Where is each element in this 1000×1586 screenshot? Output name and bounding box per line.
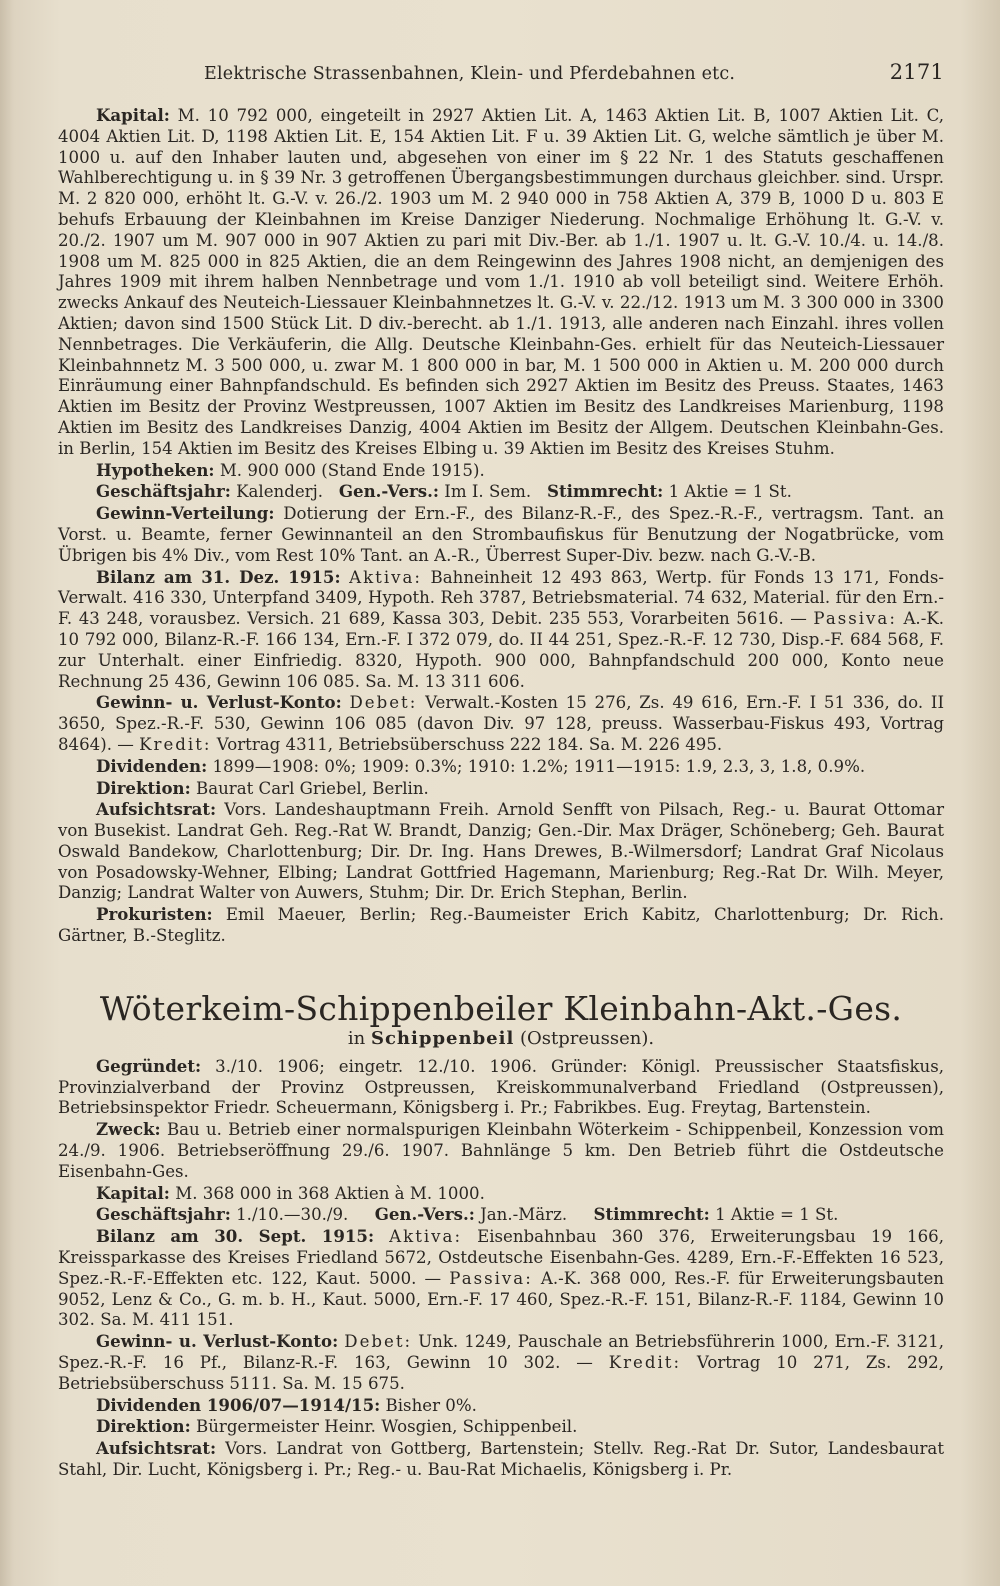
supervisory-label: Aufsichtsrat: [96, 799, 217, 820]
fiscal-paragraph [58, 481, 944, 503]
capital-paragraph [58, 1183, 944, 1205]
debit-text: Unk. 1249, Pauschale an Betriebsführerin 1000, Ern.-F. 3121, Spez.-R.-F. 16 Pf., Bilanz-R.-F. 163, Gewinn 10 302. — [58, 1332, 944, 1373]
board-label: Direktion: [96, 1416, 191, 1437]
page-number: 2171 [889, 60, 944, 84]
general-meeting-text: Im I. Sem. [444, 482, 532, 502]
mortgages-paragraph [58, 460, 944, 482]
fiscal-text: 1./10.—30./9. [236, 1205, 349, 1225]
balance-paragraph [58, 567, 944, 693]
pnl-paragraph [58, 1331, 944, 1394]
voting-label: Stimmrecht: [546, 481, 664, 502]
founded-paragraph [58, 1056, 944, 1119]
liabilities-label: Passiva: [813, 609, 897, 629]
page-content [58, 60, 944, 1481]
supervisory-text: Vors. Landeshauptmann Freih. Arnold Senfft von Pilsach, Reg.- u. Baurat Ottomar von Busekist. Landrat Geh. Reg.-Rat W. Brandt, Danzig; Gen.-Dir. Max Dräger, Schöneberg; Geh. Baurat Oswald Bandekow, Charlottenburg; Dir. Dr. Ing. Hans Drewes, B.-Wilmersdorf; Landrat Graf Nicolaus von Posadowsky-Wehner, Elbing; Landrat Gottfried Hagemann, Marienburg; Reg.-Rat Dr. Wilh. Meyer, Danzig; Landrat Walter von Auwers, Stuhm; Dir. Dr. Erich Stephan, Berlin. [58, 800, 944, 903]
board-paragraph [58, 778, 944, 800]
capital-paragraph [58, 105, 944, 460]
company-title: Wöterkeim-Schippenbeiler Kleinbahn-Akt.-Ges. [99, 988, 903, 1028]
purpose-label: Zweck: [96, 1119, 161, 1140]
fiscal-text: Kalenderj. [236, 482, 324, 502]
debit-label: Debet: [349, 693, 418, 713]
debit-text: Verwalt.-Kosten 15 276, Zs. 49 616, Ern.-F. I 51 336, do. II 3650, Spez.-R.-F. 530, Gewinn 106 085 (davon Div. 97 128, preuss. Wasserbau-Fiskus 493, Vortrag 8464). — [58, 693, 944, 754]
dividends-paragraph [58, 1395, 944, 1417]
location-region: (Ostpreussen). [520, 1027, 655, 1049]
purpose-text: Bau u. Betrieb einer normalspurigen Kleinbahn Wöterkeim - Schippenbeil, Konzession vom 24./9. 1906. Betriebseröffnung 29./6. 1907. Bahnlänge 5 km. Den Betrieb führt die Ostdeutsche Eisenbahn-Ges. [58, 1120, 945, 1181]
fiscal-label: Geschäftsjahr: [96, 1204, 231, 1225]
supervisory-paragraph [58, 799, 944, 904]
procurists-text: Emil Maeuer, Berlin; Reg.-Baumeister Erich Kabitz, Charlottenburg; Dr. Rich. Gärtner, B.-Steglitz. [58, 905, 944, 946]
profit-distribution-label: Gewinn-Verteilung: [96, 503, 275, 524]
supervisory-paragraph [58, 1438, 944, 1481]
supervisory-label: Aufsichtsrat: [96, 1438, 217, 1459]
credit-label: Kredit: [139, 734, 212, 754]
liabilities-label: Passiva: [449, 1268, 533, 1288]
founded-text: 3./10. 1906; eingetr. 12./10. 1906. Gründer: Königl. Preussischer Staatsfiskus, Provinzialverband der Provinz Ostpreussen, Kreiskommunalverband Friedland (Ostpreussen), Betriebsinspektor Friedr. Scheuermann, Königsberg i. Pr.; Fabrikbes. Eug. Freytag, Bartenstein. [58, 1056, 944, 1118]
capital-label: Kapital: [96, 1182, 170, 1203]
pnl-label: Gewinn- u. Verlust-Konto: [96, 1331, 339, 1352]
procurists-label: Prokuristen: [96, 904, 213, 925]
fiscal-paragraph [58, 1204, 944, 1226]
credit-text: Vortrag 10 271, Zs. 292, Betriebsüberschuss 5111. Sa. M. 15 675. [58, 1353, 944, 1393]
pnl-label: Gewinn- u. Verlust-Konto: [96, 692, 342, 713]
mortgages-label: Hypotheken: [96, 459, 215, 480]
credit-label: Kredit: [608, 1353, 682, 1373]
dividends-label: Dividenden: [96, 755, 208, 776]
location-city: Schippenbeil [370, 1027, 515, 1049]
dividends-text: 1899—1908: 0%; 1909: 0.3%; 1910: 1.2%; 1911—1915: 1.9, 2.3, 3, 1.8, 0.9%. [212, 756, 866, 776]
general-meeting-label: Gen.-Vers.: [338, 481, 439, 502]
entry-woeterkeim-schippenbeiler [58, 1056, 944, 1481]
assets-text: Eisenbahnbau 360 376, Erweiterungsbau 19 166, Kreissparkasse des Kreises Friedland 5672, Ostdeutsche Eisenbahn-Ges. 4289, Ern.-F.-Effekten 16 523, Spez.-R.-F.-Effekten etc. 122, Kaut. 5000. — [58, 1227, 944, 1288]
voting-text: 1 Aktie = 1 St. [668, 482, 792, 502]
company-location [58, 1028, 944, 1050]
page-header [58, 60, 944, 86]
running-title: Elektrische Strassenbahnen, Klein- und Pferdebahnen etc. [204, 64, 736, 84]
profit-distribution-text: Dotierung der Ern.-F., des Bilanz-R.-F., des Spez.-R.-F., vertragsm. Tant. an Vorst. u. Beamte, ferner Gewinnanteil an den Strombaufiskus für Benutzung der Nogatbrücke, vom Übrigen bis 4% Div., vom Rest 10% Tant. an A.-R., Überrest Super-Div. bezw. nach G.-V.-B. [58, 504, 944, 565]
liabilities-text: A.-K. 368 000, Res.-F. für Erweiterungsbauten 9052, Lenz & Co., G. m. b. H., Kaut. 5000, Ern.-F. 17 460, Spez.-R.-F. 151, Bilanz-R.-F. 1184, Gewinn 10 302. Sa. M. 411 151. [58, 1268, 944, 1330]
board-text: Baurat Carl Griebel, Berlin. [196, 778, 429, 798]
general-meeting-label: Gen.-Vers.: [374, 1204, 475, 1225]
procurists-paragraph [58, 904, 944, 947]
founded-label: Gegründet: [96, 1055, 202, 1076]
capital-text: M. 10 792 000, eingeteilt in 2927 Aktien Lit. A, 1463 Aktien Lit. B, 1007 Aktien Lit. C, 4004 Aktien Lit. D, 1198 Aktien Lit. E, 154 Aktien Lit. F u. 39 Aktien Lit. G, welche sämtlich je über M. 1000 u. auf den Inhaber lauten und, abgesehen von einer im § 22 Nr. 1 des Statuts geschaffenen Wahlberechtigung u. in § 39 Nr. 3 getroffenen Übergangsbestimmungen durchaus gleichber. sind. Urspr. M. 2 820 000, erhöht lt. G.-V. v. 26./2. 1903 um M. 2 940 000 in 758 Aktien A, 379 B, 1000 D u. 803 E behufs Erbauung der Kleinbahnen im Kreise Danziger Niederung. Nochmalige Erhöhung lt. G.-V. v. 20./2. 1907 um M. 907 000 in 907 Aktien zu pari mit Div.-Ber. ab 1./1. 1907 u. lt. G.-V. 10./4. u. 14./8. 1908 um M. 825 000 in 825 Aktien, die an dem Reingewinn des Jahres 1908 nicht, an demjenigen des Jahres 1909 mit ihrem halben Nennbetrage und vom 1./1. 1910 ab voll beteiligt sind. Weitere Erhöh. zwecks Ankauf des Neuteich-Liessauer Kleinbahnnetzes lt. G.-V. v. 22./12. 1913 um M. 3 300 000 in 3300 Aktien; davon sind 1500 Stück Lit. D div.-berecht. ab 1./1. 1913, alle anderen nach Einzahl. ihres vollen Nennbetrages. Die Verkäuferin, die Allg. Deutsche Kleinbahn-Ges. erhielt für das Neuteich-Liessauer Kleinbahnnetz M. 3 500 000, u. zwar M. 1 800 000 in bar, M. 1 500 000 in Aktien u. M. 200 000 durch Einräumung einer Bahnpfandschuld. Es befinden sich 2927 Aktien im Besitz des Preuss. Staates, 1463 Aktien im Besitz der Provinz Westpreussen, 1007 Aktien im Besitz des Landkreises Marienburg, 1198 Aktien im Besitz des Landkreises Danzig, 4004 Aktien im Besitz der Allgem. Deutschen Kleinbahn-Ges. in Berlin, 154 Aktien im Besitz des Kreises Elbing u. 39 Aktien im Besitz des Kreises Stuhm. [58, 106, 944, 458]
mortgages-text: M. 900 000 (Stand Ende 1915). [219, 460, 485, 480]
balance-paragraph [58, 1226, 944, 1331]
debit-label: Debet: [344, 1332, 413, 1352]
board-text: Bürgermeister Heinr. Wosgien, Schippenbeil. [196, 1417, 578, 1437]
voting-text: 1 Aktie = 1 St. [715, 1205, 839, 1225]
board-label: Direktion: [96, 777, 191, 798]
profit-distribution-paragraph [58, 503, 944, 566]
credit-text: Vortrag 4311, Betriebsüberschuss 222 184. Sa. M. 226 495. [216, 734, 723, 754]
purpose-paragraph [58, 1119, 944, 1182]
assets-label: Aktiva: [349, 567, 423, 587]
fiscal-label: Geschäftsjahr: [96, 481, 231, 502]
location-prefix: in [347, 1027, 366, 1049]
supervisory-text: Vors. Landrat von Gottberg, Bartenstein; Stellv. Reg.-Rat Dr. Sutor, Landesbaurat Stahl, Dir. Lucht, Königsberg i. Pr.; Reg.- u. Bau-Rat Michaelis, Königsberg i. Pr. [58, 1439, 944, 1480]
entry-danzig-kleinbahn [58, 105, 944, 947]
dividends-label: Dividenden 1906/07—1914/15: [96, 1394, 381, 1415]
dividends-paragraph [58, 756, 944, 778]
voting-label: Stimmrecht: [593, 1204, 710, 1225]
capital-text: M. 368 000 in 368 Aktien à M. 1000. [175, 1183, 485, 1203]
balance-label: Bilanz am 30. Sept. 1915: [96, 1226, 375, 1247]
balance-label: Bilanz am 31. Dez. 1915: [96, 566, 341, 587]
assets-label: Aktiva: [389, 1227, 463, 1247]
pnl-paragraph [58, 692, 944, 755]
dividends-text: Bisher 0%. [385, 1395, 477, 1415]
assets-text: Bahneinheit 12 493 863, Wertp. für Fonds 13 171, Fonds-Verwalt. 416 330, Unterpfand 3409, Hypoth. Reh 3787, Betriebsmaterial. 74 632, Material. für den Ern.-F. 43 248, vorausbez. Versich. 21 689, Kassa 303, Debit. 235 553, Vorarbeiten 5616. — [58, 567, 945, 629]
liabilities-text: A.-K. 10 792 000, Bilanz-R.-F. 166 134, Ern.-F. I 372 079, do. II 44 251, Spez.-R.-F. 12 730, Disp.-F. 684 568, F. zur Unterhalt. einer Einfriedig. 8320, Hypoth. 900 000, Bahnpfandschuld 200 000, Konto neue Rechnung 25 436, Gewinn 106 085. Sa. M. 13 311 606. [58, 609, 944, 691]
general-meeting-text: Jan.-März. [480, 1205, 568, 1225]
board-paragraph [58, 1416, 944, 1438]
capital-label: Kapital: [96, 105, 170, 125]
